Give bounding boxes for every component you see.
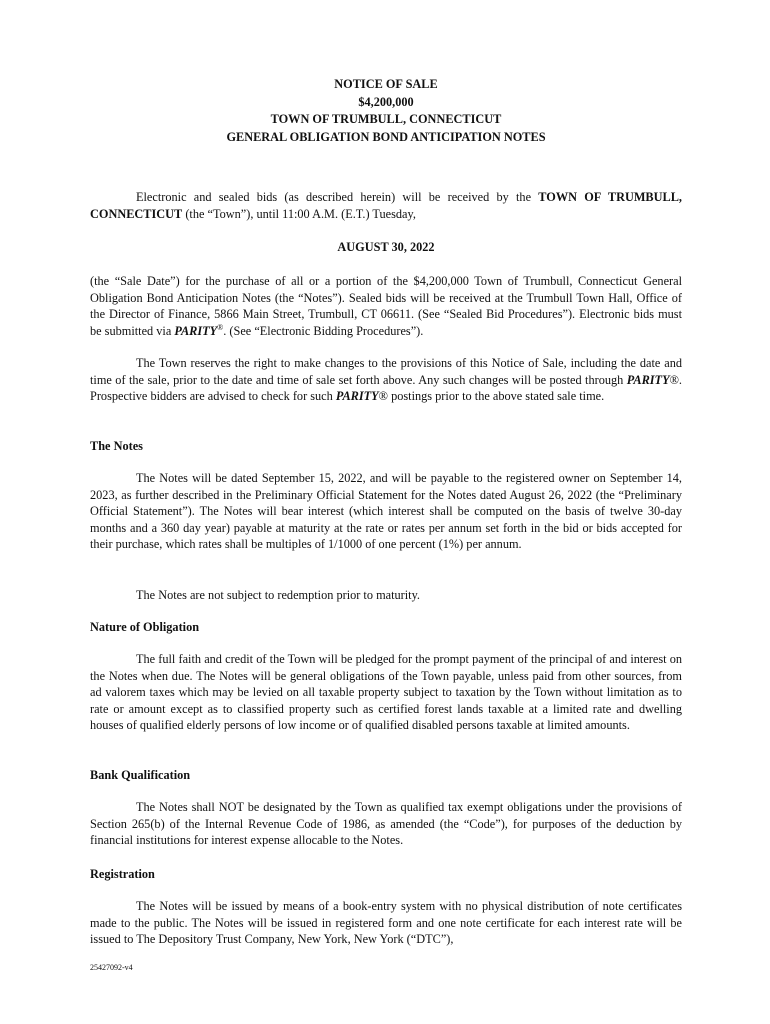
heading-title: NOTICE OF SALE [334,77,438,91]
section-heading-notes: The Notes [90,439,143,453]
sale-date: AUGUST 30, 2022 [337,240,435,254]
notes-paragraph: The Notes will be dated September 15, 2022, and will be payable to the registered owner on September 14, 2023, as further described in the Preliminary Official Statement for the Notes dated August 26, 2022 (the “Preliminary Official Statement”). The Notes will bear interest (which interest shall be computed on the basis of twelve 30-day months and a 360 day year) payable at maturity at the rate or rates per annum set forth in the bid or bids accepted for their purchase, which rates shall be multiples of 1/1000 of one percent (1%) per annum. [90,471,682,551]
section-heading-bank-qualification: Bank Qualification [90,768,191,782]
reserve-rights-paragraph: The Town reserves the right to make changes to the provisions of this Notice of Sale, including the date and time of the sale, prior to the date and time of sale set forth above. Any such changes will be posted through PARITY®. Prospective bidders are advised to check for such PARITY® postings prior to the above stated sale time. [90,356,682,403]
heading-amount: $4,200,000 [358,94,414,109]
obligation-paragraph: The full faith and credit of the Town will be pledged for the prompt payment of the principal of and interest on the Notes when due. The Notes will be general obligations of the Town payable, unless paid from other sources, from ad valorem taxes which may be levied on all taxable property subject to taxation by the Town without limitation as to rate or amount except as to classified property such as certified forest lands taxable at a limited rate and dwelling houses of qualified elderly persons of low income or of qualified disabled persons taxable at limited amounts. [90,652,682,732]
registration-paragraph: The Notes will be issued by means of a book-entry system with no physical distribution of note certificates made to the public. The Notes will be issued in registered form and one note certificate for each interest rate will be issued to The Depository Trust Company, New York, New York (“DTC”), [90,899,682,946]
bank-qualification-paragraph: The Notes shall NOT be designated by the Town as qualified tax exempt obligations under the provisions of Section 265(b) of the Internal Revenue Code of 1986, as amended (the “Code”), for purposes of the deduction by financial institutions for interest expense allocable to the Notes. [90,800,682,847]
document-heading [90,76,682,146]
section-heading-obligation: Nature of Obligation [90,620,200,634]
intro-paragraph: Electronic and sealed bids (as described herein) will be received by the TOWN OF TRUMBULL, CONNECTICUT (the “Town”), until 11:00 A.M. (E.T.) Tuesday, [90,190,682,221]
sale-date-paragraph: (the “Sale Date”) for the purchase of all or a portion of the $4,200,000 Town of Trumbull, Connecticut General Obligation Bond Anticipation Notes (the “Notes”). Sealed bids will be received at the Trumbull Town Hall, Office of the Director of Finance, 5866 Main Street, Trumbull, CT 06611. (See “Sealed Bid Procedures”). Electronic bids must be submitted via PARITY®. (See “Electronic Bidding Procedures”). [90,274,682,338]
town-name: TOWN OF TRUMBULL, CONNECTICUT [90,190,682,221]
document-id-footer: 25427092-v4 [90,963,133,972]
redemption-paragraph: The Notes are not subject to redemption prior to maturity. [136,588,421,602]
heading-issuer: TOWN OF TRUMBULL, CONNECTICUT [270,112,502,126]
heading-issue-type: GENERAL OBLIGATION BOND ANTICIPATION NOTES [226,129,546,144]
section-heading-registration: Registration [90,867,155,881]
